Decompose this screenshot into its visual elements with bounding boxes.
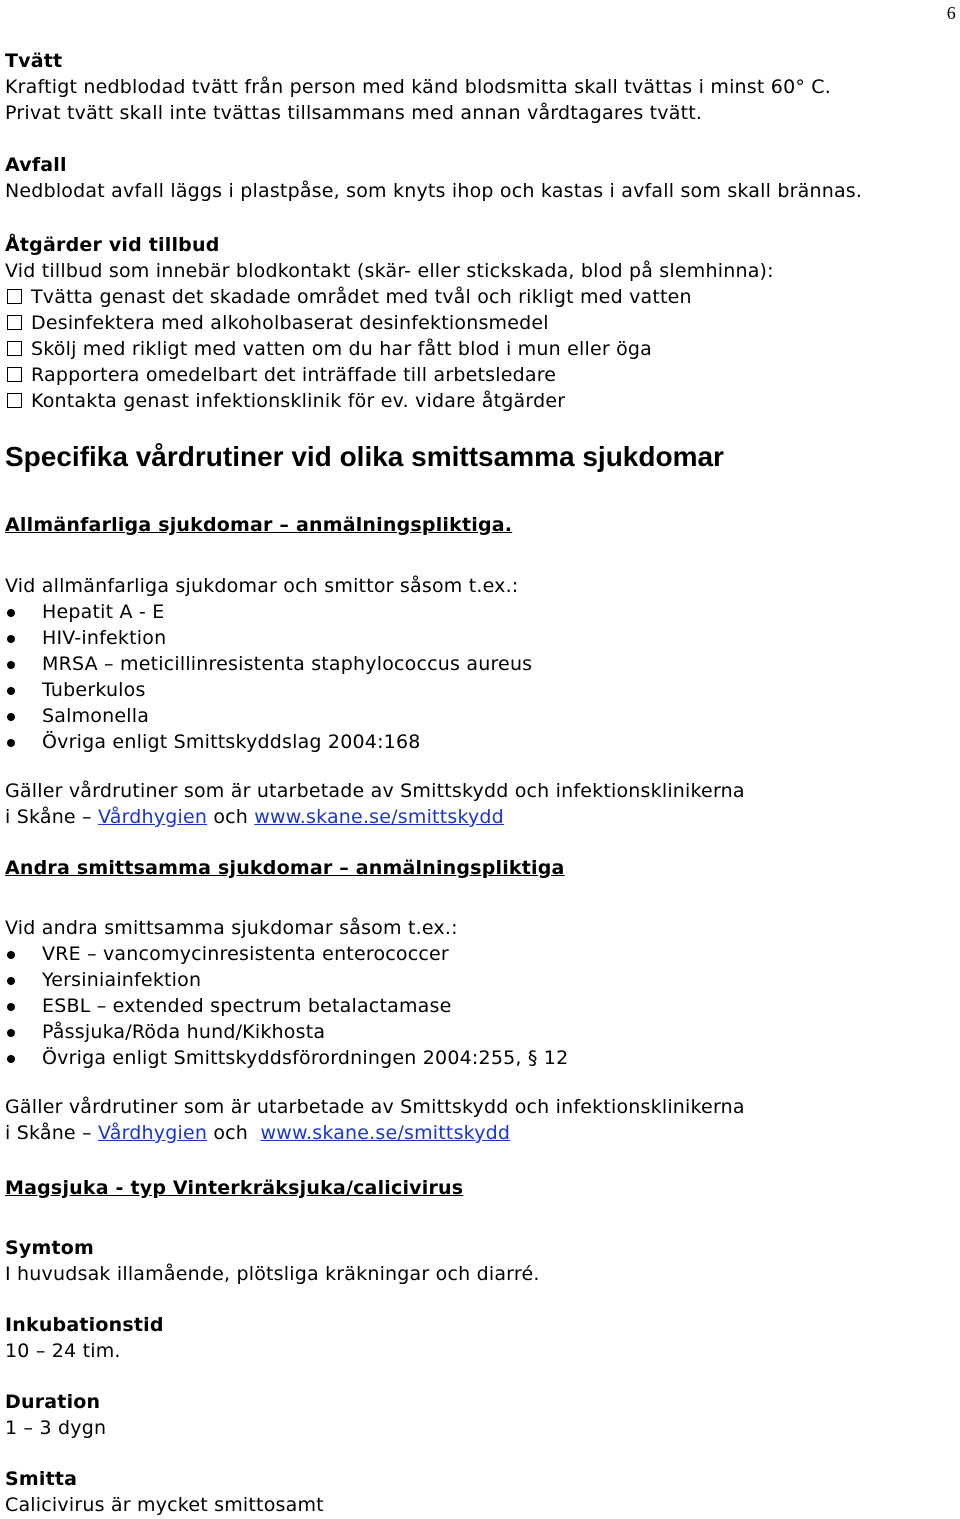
bullet-icon (7, 661, 15, 669)
allmanfarliga-body (5, 573, 532, 755)
page-number: 6 (946, 3, 956, 23)
bullet-icon (7, 1055, 15, 1063)
smitta-text: Calicivirus är mycket smittosamt (5, 1494, 324, 1516)
smittskydd-link[interactable]: www.skane.se/smittskydd (254, 806, 504, 828)
bullet-icon (7, 1003, 15, 1011)
section-magsjuka (5, 1175, 463, 1201)
tvatt-line-1: Kraftigt nedblodad tvätt från person med känd blodsmitta skall tvättas i minst 60° C. (5, 76, 832, 98)
inkubation-text: 10 – 24 tim. (5, 1340, 121, 1362)
vardhygien-link[interactable]: Vårdhygien (98, 1122, 208, 1144)
list-item: HIV-infektion (5, 625, 532, 651)
duration-text: 1 – 3 dygn (5, 1417, 107, 1439)
list-item: MRSA – meticillinresistenta staphylococcus aureus (5, 651, 532, 677)
andra-intro: Vid andra smittsamma sjukdomar såsom t.ex.: (5, 917, 458, 939)
bullet-icon (7, 977, 15, 985)
andra-note (5, 1094, 745, 1146)
checkbox-icon (7, 367, 22, 382)
bullet-icon (7, 635, 15, 643)
bullet-icon (7, 713, 15, 721)
section-allmanfarliga (5, 512, 512, 538)
list-item: ESBL – extended spectrum betalactamase (5, 993, 568, 1019)
main-heading: Specifika vårdrutiner vid olika smittsamma sjukdomar (5, 441, 724, 472)
list-item: Övriga enligt Smittskyddslag 2004:168 (5, 729, 532, 755)
note-line-links: i Skåne – Vårdhygien och www.skane.se/smittskydd (5, 1122, 511, 1144)
section-avfall (5, 152, 862, 204)
bullet-icon (7, 1029, 15, 1037)
allmanfarliga-note (5, 778, 745, 830)
heading-atgarder: Åtgärder vid tillbud (5, 234, 220, 256)
magsjuka-symtom (5, 1235, 540, 1287)
bullet-icon (7, 609, 15, 617)
atgarder-intro: Vid tillbud som innebär blodkontakt (skär- eller stickskada, blod på slemhinna): (5, 260, 774, 282)
andra-body (5, 915, 568, 1071)
note-line-links: i Skåne – Vårdhygien och www.skane.se/smittskydd (5, 806, 504, 828)
checklist-item: Tvätta genast det skadade området med tvål och rikligt med vatten (5, 284, 774, 310)
list-item: Salmonella (5, 703, 532, 729)
list-item: Tuberkulos (5, 677, 532, 703)
list-item: Övriga enligt Smittskyddsförordningen 2004:255, § 12 (5, 1045, 568, 1071)
list-item: Hepatit A - E (5, 599, 532, 625)
section-atgarder (5, 232, 774, 414)
note-line: Gäller vårdrutiner som är utarbetade av Smittskydd och infektionsklinikerna (5, 780, 745, 802)
heading-duration: Duration (5, 1391, 101, 1413)
note-line: Gäller vårdrutiner som är utarbetade av Smittskydd och infektionsklinikerna (5, 1096, 745, 1118)
tvatt-line-2: Privat tvätt skall inte tvättas tillsammans med annan vårdtagares tvätt. (5, 102, 703, 124)
checkbox-icon (7, 341, 22, 356)
heading-symtom: Symtom (5, 1237, 95, 1259)
magsjuka-duration (5, 1389, 106, 1441)
bullet-icon (7, 687, 15, 695)
section-tvatt (5, 48, 831, 126)
bullet-icon (7, 951, 15, 959)
list-item: Påssjuka/Röda hund/Kikhosta (5, 1019, 568, 1045)
symtom-text: I huvudsak illamående, plötsliga kräkningar och diarré. (5, 1263, 540, 1285)
magsjuka-inkubation (5, 1312, 164, 1364)
allmanfarliga-intro: Vid allmänfarliga sjukdomar och smittor såsom t.ex.: (5, 575, 519, 597)
checkbox-icon (7, 315, 22, 330)
heading-magsjuka: Magsjuka - typ Vinterkräksjuka/calicivirus (5, 1177, 464, 1199)
heading-smitta: Smitta (5, 1468, 78, 1490)
list-item: Yersiniainfektion (5, 967, 568, 993)
checklist-item: Rapportera omedelbart det inträffade till arbetsledare (5, 362, 774, 388)
checklist-item: Skölj med rikligt med vatten om du har fått blod i mun eller öga (5, 336, 774, 362)
heading-tvatt: Tvätt (5, 50, 63, 72)
heading-allmanfarliga: Allmänfarliga sjukdomar – anmälningspliktiga. (5, 514, 513, 536)
avfall-text: Nedblodat avfall läggs i plastpåse, som knyts ihop och kastas i avfall som skall brännas. (5, 180, 863, 202)
bullet-icon (7, 739, 15, 747)
andra-list (5, 941, 568, 1071)
checklist-item: Desinfektera med alkoholbaserat desinfektionsmedel (5, 310, 774, 336)
allmanfarliga-list (5, 599, 532, 755)
heading-andra: Andra smittsamma sjukdomar – anmälningspliktiga (5, 857, 565, 879)
heading-avfall: Avfall (5, 154, 67, 176)
checkbox-icon (7, 289, 22, 304)
checkbox-icon (7, 393, 22, 408)
heading-inkubation: Inkubationstid (5, 1314, 164, 1336)
magsjuka-smitta (5, 1466, 324, 1518)
smittskydd-link[interactable]: www.skane.se/smittskydd (260, 1122, 511, 1144)
checklist-item: Kontakta genast infektionsklinik för ev. vidare åtgärder (5, 388, 774, 414)
section-andra (5, 855, 565, 881)
vardhygien-link[interactable]: Vårdhygien (98, 806, 208, 828)
list-item: VRE – vancomycinresistenta enterococcer (5, 941, 568, 967)
